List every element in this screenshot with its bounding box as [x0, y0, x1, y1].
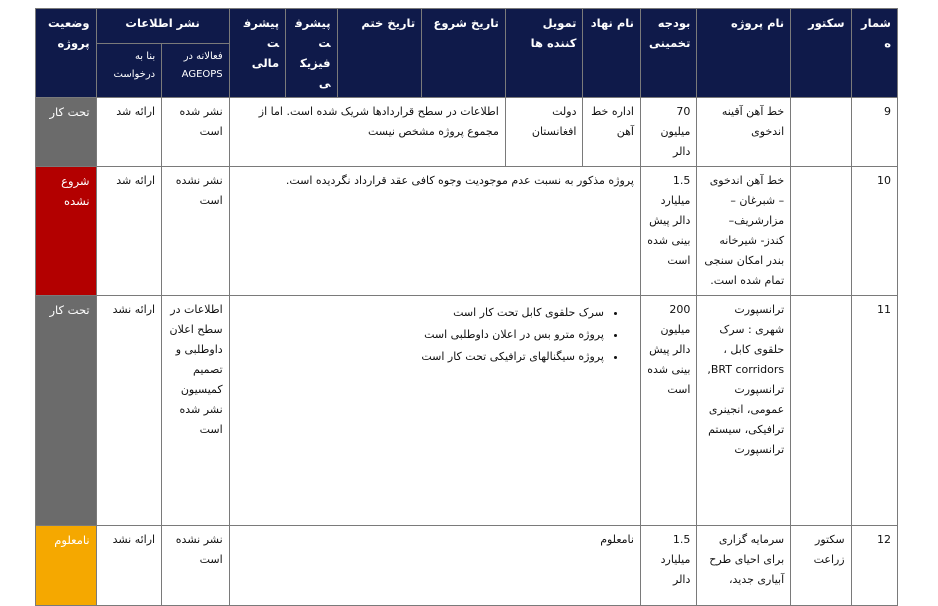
- header-end-date: تاریخ ختم: [337, 9, 422, 98]
- header-financial-progress: پیشرفت مالی: [229, 9, 285, 98]
- header-agency: نام نهاد: [583, 9, 640, 98]
- list-item: • سرک حلقوی کابل تحت کار است: [236, 302, 604, 324]
- row-number: 11: [851, 296, 897, 526]
- status-badge: نامعلوم: [36, 526, 97, 606]
- row-on-request: ارائه شد: [96, 167, 162, 296]
- row-budget: 200 میلیون دالر پیش بینی شده است: [640, 296, 696, 526]
- row-proactive: نشر نشده است: [162, 167, 230, 296]
- header-on-request: بنا به درخواست: [96, 43, 162, 97]
- row-project-name: ترانسپورت شهری : سرک حلقوی کابل ، BRT corridors, ترانسپورت عمومی، انجینری ترافیکی، سیستم ترانسپورت: [697, 296, 791, 526]
- row-funder: دولت افغانستان: [505, 98, 583, 167]
- row-sector: سکتور زراعت: [791, 526, 851, 606]
- header-number: شماره: [851, 9, 897, 98]
- header-row: [36, 9, 898, 44]
- status-badge: تحت کار: [36, 98, 97, 167]
- projects-table: [35, 8, 898, 606]
- header-sector: سکتور: [791, 9, 851, 98]
- header-start-date: تاریخ شروع: [422, 9, 506, 98]
- header-physical-progress: پیشرفت فیزیکی: [286, 9, 337, 98]
- row-sector: [791, 98, 851, 167]
- row-project-name: خط آهن آقینه اندخوی: [697, 98, 791, 167]
- header-funder: تمویل کننده ها: [505, 9, 583, 98]
- list-item: • پروژه سیگنالهای ترافیکی تحت کار است: [236, 346, 604, 368]
- table-row: [36, 296, 898, 526]
- row-project-name: سرمایه گزاری برای احیای طرح آبیاری جدید،: [697, 526, 791, 606]
- header-budget: بودجه تخمینی: [640, 9, 696, 98]
- row-project-name: خط آهن اندخوی – شبرغان – مزارشریف– کندز- شیرخانه بندر امکان سنجی تمام شده است.: [697, 167, 791, 296]
- row-on-request: ارائه شد: [96, 98, 162, 167]
- row-info-merged: پروژه مذکور به نسبت عدم موجودیت وجوه کافی عقد قرارداد نگردیده است.: [229, 167, 640, 296]
- header-project-status: وضعیت پروژه: [36, 9, 97, 98]
- list-item: • پروژه مترو بس در اعلان داوطلبی است: [236, 324, 604, 346]
- table-row: [36, 98, 898, 167]
- header-proactive-ageops: فعالانه در AGEOPS: [162, 43, 230, 97]
- row-budget: 1.5 میلیارد دالر پیش بینی شده است: [640, 167, 696, 296]
- row-agency: اداره خط آهن: [583, 98, 640, 167]
- row-proactive: اطلاعات در سطح اعلان داوطلبی و تصمیم کمیسیون نشر شده است: [162, 296, 230, 526]
- row-on-request: ارائه نشد: [96, 526, 162, 606]
- row-proactive: نشر شده است: [162, 98, 230, 167]
- row-sector: [791, 167, 851, 296]
- row-on-request: ارائه نشد: [96, 296, 162, 526]
- row-budget: 70 میلیون دالر: [640, 98, 696, 167]
- row-budget: 1.5 میلیارد دالر: [640, 526, 696, 606]
- row-number: 10: [851, 167, 897, 296]
- status-badge: تحت کار: [36, 296, 97, 526]
- table-row: [36, 526, 898, 606]
- row-info-merged: [229, 296, 640, 526]
- header-info-publication: نشر اطلاعات: [96, 9, 229, 44]
- table-row: [36, 167, 898, 296]
- status-badge: شروع نشده: [36, 167, 97, 296]
- row-proactive: نشر نشده است: [162, 526, 230, 606]
- row-number: 9: [851, 98, 897, 167]
- row-info-merged: اطلاعات در سطح قراردادها شریک شده است. اما از مجموع پروژه مشخص نیست: [229, 98, 505, 167]
- header-project-name: نام پروژه: [697, 9, 791, 98]
- progress-bullet-list: [236, 302, 634, 368]
- row-sector: [791, 296, 851, 526]
- row-info-merged: نامعلوم: [229, 526, 640, 606]
- row-number: 12: [851, 526, 897, 606]
